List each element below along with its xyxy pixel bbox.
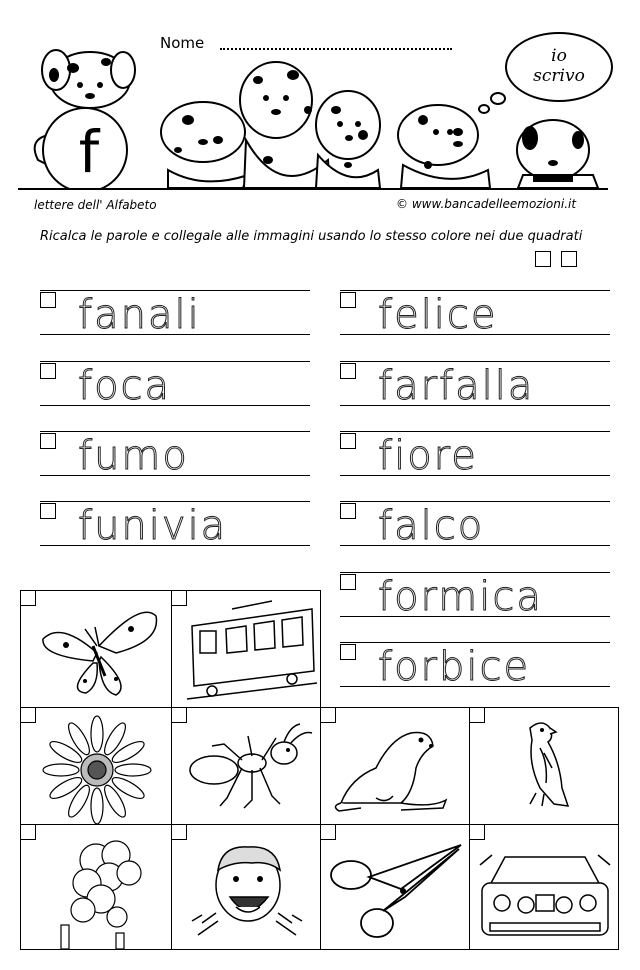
bubble-line-1: io <box>551 46 567 66</box>
word-row <box>40 290 310 362</box>
word-row <box>340 431 610 503</box>
color-legend-box-2[interactable] <box>561 251 577 267</box>
ruling-line <box>40 431 310 432</box>
word-row <box>40 431 310 503</box>
word-row <box>340 290 610 362</box>
trace-word[interactable]: farfalla <box>378 363 535 409</box>
image-cell <box>320 707 470 825</box>
image-cell <box>171 590 321 708</box>
trace-word[interactable]: formica <box>378 574 543 620</box>
trace-word[interactable]: felice <box>378 292 498 338</box>
color-checkbox[interactable] <box>340 574 356 590</box>
scissors-icon <box>321 825 471 951</box>
color-checkbox[interactable] <box>340 363 356 379</box>
ruling-line <box>40 290 310 291</box>
ruling-line <box>340 361 610 362</box>
ruling-line <box>40 501 310 502</box>
ground-line <box>18 188 608 190</box>
image-cell <box>20 824 172 950</box>
color-checkbox[interactable] <box>40 363 56 379</box>
color-checkbox[interactable] <box>40 433 56 449</box>
image-cell <box>469 707 619 825</box>
instruction-text: Ricalca le parole e collegale alle immagini usando lo stesso colore nei due quadrati <box>40 229 583 244</box>
trace-word[interactable]: foca <box>78 363 172 409</box>
ruling-line <box>340 501 610 502</box>
trace-word[interactable]: falco <box>378 503 485 549</box>
trace-word[interactable]: forbice <box>378 644 531 690</box>
flower-icon <box>21 708 173 826</box>
hawk-icon <box>470 708 620 826</box>
word-row <box>340 572 610 644</box>
trace-word[interactable]: fanali <box>78 292 201 338</box>
word-row <box>340 361 610 433</box>
butterfly-icon <box>21 591 173 709</box>
car-headlights-icon <box>470 825 620 951</box>
word-row <box>340 642 610 714</box>
word-row <box>340 501 610 573</box>
color-checkbox[interactable] <box>340 503 356 519</box>
word-row <box>40 501 310 573</box>
image-cell <box>171 824 321 950</box>
cable-car-icon <box>172 591 322 709</box>
ant-icon <box>172 708 322 826</box>
seal-icon <box>321 708 471 826</box>
color-checkbox[interactable] <box>340 292 356 308</box>
image-cell <box>20 590 172 708</box>
image-cell <box>171 707 321 825</box>
ruling-line <box>340 642 610 643</box>
color-checkbox[interactable] <box>40 503 56 519</box>
image-cell <box>469 824 619 950</box>
caption-right: © www.bancadelleemozioni.it <box>396 197 577 211</box>
trace-word[interactable]: fiore <box>378 433 478 479</box>
image-cell <box>20 707 172 825</box>
word-row <box>40 361 310 433</box>
ruling-line <box>40 361 310 362</box>
caption-left: lettere dell' Alfabeto <box>34 198 157 212</box>
color-checkbox[interactable] <box>340 433 356 449</box>
trace-word[interactable]: fumo <box>78 433 189 479</box>
trace-word[interactable]: funivia <box>78 503 228 549</box>
color-legend-box-1[interactable] <box>535 251 551 267</box>
image-cell <box>320 824 470 950</box>
ruling-line <box>340 431 610 432</box>
ruling-line <box>340 572 610 573</box>
ruling-line <box>340 290 610 291</box>
color-checkbox[interactable] <box>340 644 356 660</box>
bubble-line-2: scrivo <box>533 66 585 86</box>
smoke-icon <box>21 825 173 951</box>
letter-f: f <box>78 118 100 186</box>
happy-boy-icon <box>172 825 322 951</box>
name-label: Nome <box>160 34 205 52</box>
color-checkbox[interactable] <box>40 292 56 308</box>
